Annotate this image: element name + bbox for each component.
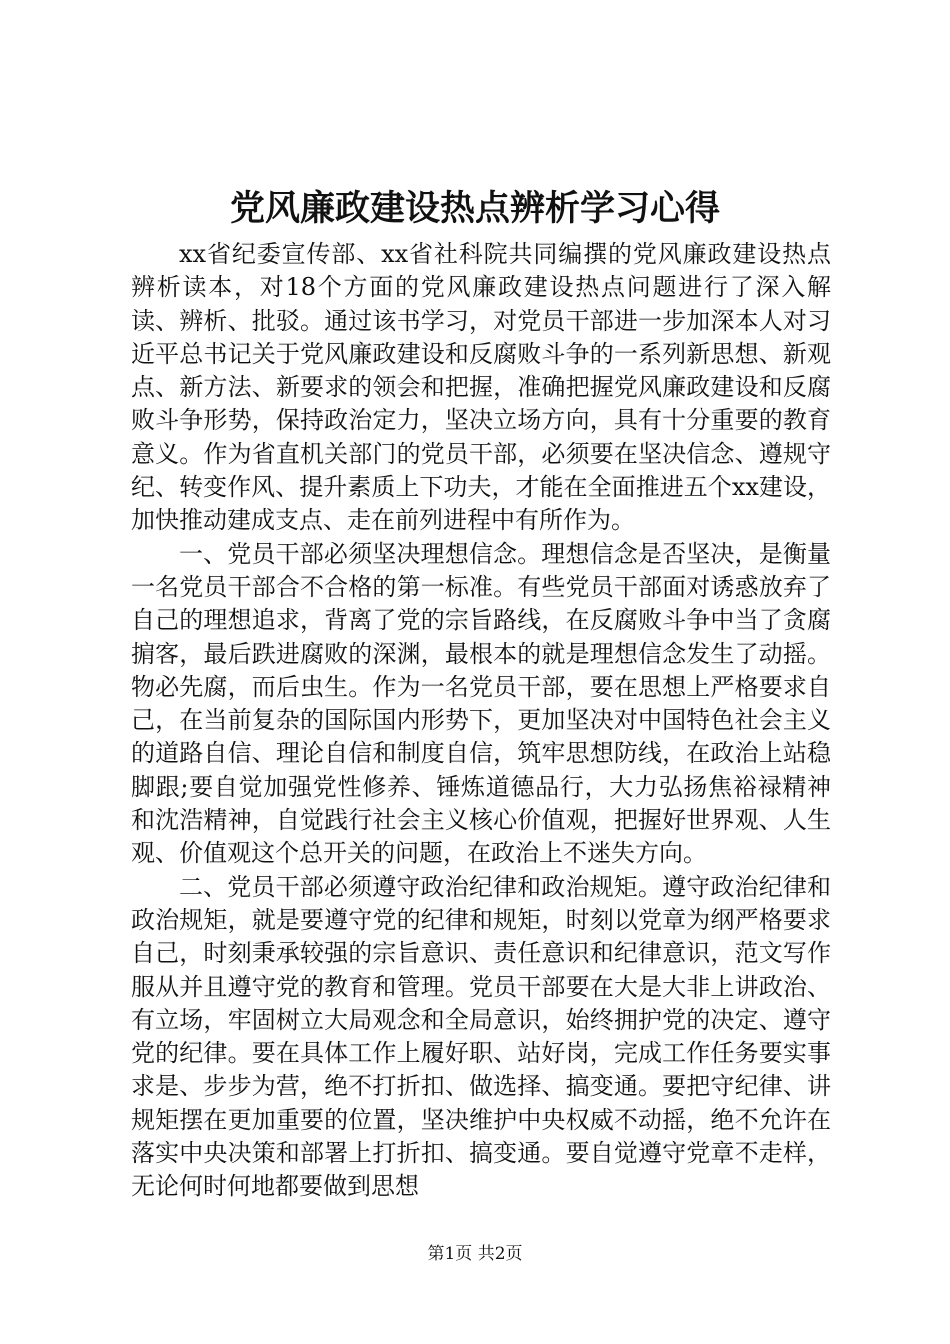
paragraph-intro: xx省纪委宣传部、xx省社科院共同编撰的党风廉政建设热点辨析读本，对18个方面的党风廉政建设热点问题进行了深入解读、辨析、批驳。通过该书学习，对党员干部进一步加深本人对习近平总书记关于党风廉政建设和反腐败斗争的一系列新思想、新观点、新方法、新要求的领会和把握，准确把握党风廉政建设和反腐败斗争形势，保持政治定力，坚决立场方向，具有十分重要的教育意义。作为省直机关部门的党员干部，必须要在坚决信念、遵规守纪、转变作风、提升素质上下功夫，才能在全面推进五个xx建设，加快推动建成支点、走在前列进程中有所作为。 [131, 240, 831, 535]
paragraph-section-two: 二、党员干部必须遵守政治纪律和政治规矩。遵守政治纪律和政治规矩，就是要遵守党的纪律和规矩，时刻以党章为纲严格要求自己，时刻秉承较强的宗旨意识、责任意识和纪律意识，范文写作服从并且遵守党的教育和管理。党员干部要在大是大非上讲政治、有立场，牢固树立大局观念和全局意识，始终拥护党的决定、遵守党的纪律。要在具体工作上履好职、站好岗，完成工作任务要实事求是、步步为营，绝不打折扣、做选择、搞变通。要把守纪律、讲规矩摆在更加重要的位置，坚决维护中央权威不动摇，绝不允许在落实中央决策和部署上打折扣、搞变通。要自觉遵守党章不走样，无论何时何地都要做到思想 [131, 872, 831, 1201]
document-title: 党风廉政建设热点辨析学习心得 [229, 188, 720, 229]
document-body [131, 238, 831, 1204]
paragraph-section-one: 一、党员干部必须坚决理想信念。理想信念是否坚决，是衡量一名党员干部合不合格的第一标准。有些党员干部面对诱惑放弃了自己的理想追求，背离了党的宗旨路线，在反腐败斗争中当了贪腐掮客，最后跌进腐败的深渊，最根本的就是理想信念发生了动摇。物必先腐，而后虫生。作为一名党员干部，要在思想上严格要求自己，在当前复杂的国际国内形势下，更加坚决对中国特色社会主义的道路自信、理论自信和制度自信，筑牢思想防线，在政治上站稳脚跟;要自觉加强党性修养、锤炼道德品行，大力弘扬焦裕禄精神和沈浩精神，自觉践行社会主义核心价值观，把握好世界观、人生观、价值观这个总开关的问题，在政治上不迷失方向。 [131, 539, 831, 868]
page-number-footer: 第1页 共2页 [427, 1244, 523, 1264]
